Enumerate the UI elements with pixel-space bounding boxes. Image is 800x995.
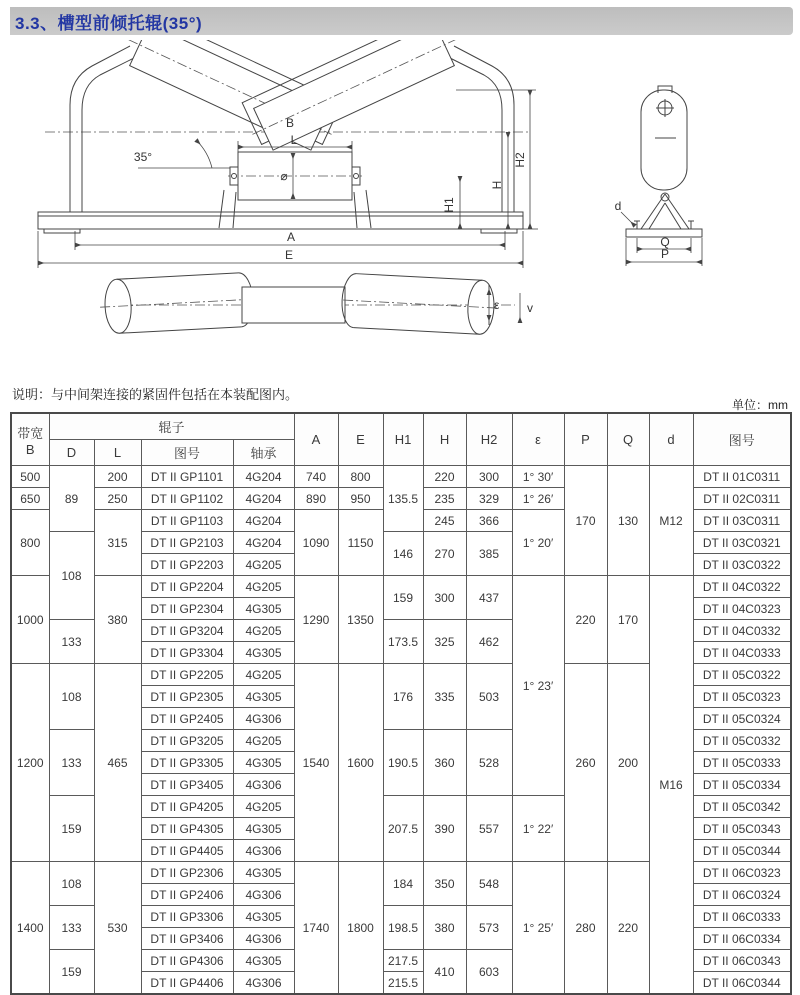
- table-cell: 950: [338, 488, 383, 510]
- table-cell: 410: [423, 950, 466, 995]
- table-cell: DT II GP1101: [141, 466, 233, 488]
- table-cell: 890: [294, 488, 338, 510]
- table-cell: DT II GP3304: [141, 642, 233, 664]
- table-cell: DT II 04C0333: [693, 642, 791, 664]
- table-row: [11, 576, 791, 598]
- table-cell: DT II 06C0344: [693, 972, 791, 995]
- table-cell: 350: [423, 862, 466, 906]
- spec-table: [10, 412, 792, 995]
- table-cell: 1540: [294, 664, 338, 862]
- dim-label-epsilon: ε: [494, 298, 500, 312]
- belt-speed-label: v: [527, 301, 533, 315]
- table-cell: DT II 05C0324: [693, 708, 791, 730]
- table-cell: 270: [423, 532, 466, 576]
- dim-label-E: E: [284, 248, 294, 262]
- col-header-E: E: [338, 413, 383, 466]
- table-cell: DT II 05C0342: [693, 796, 791, 818]
- table-cell: 4G204: [233, 510, 294, 532]
- table-cell: M12: [649, 466, 693, 576]
- table-cell: 4G205: [233, 664, 294, 686]
- table-cell: DT II 05C0333: [693, 752, 791, 774]
- table-cell: DT II 03C0322: [693, 554, 791, 576]
- table-cell: 329: [466, 488, 512, 510]
- table-cell: 4G204: [233, 532, 294, 554]
- table-cell: 133: [49, 730, 94, 796]
- table-cell: DT II GP4305: [141, 818, 233, 840]
- table-cell: 4G305: [233, 686, 294, 708]
- dim-label-d: d: [614, 199, 622, 213]
- table-cell: 503: [466, 664, 512, 730]
- table-cell: 4G205: [233, 554, 294, 576]
- table-cell: 1800: [338, 862, 383, 995]
- table-cell: 135.5: [383, 466, 423, 532]
- table-cell: DT II GP4205: [141, 796, 233, 818]
- dim-label-Q: Q: [660, 235, 670, 249]
- dim-label-P: P: [660, 247, 670, 261]
- table-cell: 548: [466, 862, 512, 906]
- front-view: [38, 40, 538, 268]
- table-cell: 650: [11, 488, 49, 510]
- col-header-P: P: [564, 413, 607, 466]
- dim-label-L: L: [290, 133, 298, 147]
- table-cell: DT II GP3406: [141, 928, 233, 950]
- table-cell: 170: [564, 466, 607, 576]
- assembly-note: 说明：与中间架连接的紧固件包括在本装配图内。: [12, 387, 299, 402]
- table-cell: 1000: [11, 576, 49, 664]
- table-cell: 1° 23′: [512, 576, 564, 796]
- table-cell: 385: [466, 532, 512, 576]
- table-cell: 280: [564, 862, 607, 995]
- table-cell: 176: [383, 664, 423, 730]
- table-cell: 108: [49, 862, 94, 906]
- table-cell: 573: [466, 906, 512, 950]
- table-cell: 4G305: [233, 906, 294, 928]
- col-header-H2: H2: [466, 413, 512, 466]
- table-cell: DT II 06C0324: [693, 884, 791, 906]
- table-cell: 159: [383, 576, 423, 620]
- table-cell: 235: [423, 488, 466, 510]
- table-cell: DT II GP1103: [141, 510, 233, 532]
- table-cell: DT II GP2305: [141, 686, 233, 708]
- table-cell: 740: [294, 466, 338, 488]
- table-cell: 4G305: [233, 642, 294, 664]
- table-cell: 300: [466, 466, 512, 488]
- table-cell: 217.5: [383, 950, 423, 972]
- table-cell: 4G305: [233, 818, 294, 840]
- dim-label-A: A: [286, 230, 296, 244]
- col-header-H: H: [423, 413, 466, 466]
- table-cell: DT II 06C0343: [693, 950, 791, 972]
- col-header-roller-group: 辊子: [49, 413, 294, 440]
- table-cell: DT II GP3405: [141, 774, 233, 796]
- table-cell: DT II 03C0321: [693, 532, 791, 554]
- table-cell: 300: [423, 576, 466, 620]
- header-row-1: [11, 413, 791, 440]
- table-cell: 500: [11, 466, 49, 488]
- table-cell: 4G305: [233, 862, 294, 884]
- table-cell: 1090: [294, 510, 338, 576]
- table-cell: 4G204: [233, 488, 294, 510]
- table-cell: 4G306: [233, 928, 294, 950]
- spec-table-body: [11, 466, 791, 995]
- table-cell: 200: [94, 466, 141, 488]
- table-cell: DT II 05C0334: [693, 774, 791, 796]
- table-cell: 4G305: [233, 598, 294, 620]
- table-cell: 603: [466, 950, 512, 995]
- table-cell: 335: [423, 664, 466, 730]
- table-cell: 159: [49, 796, 94, 862]
- table-cell: DT II GP2103: [141, 532, 233, 554]
- table-cell: 133: [49, 620, 94, 664]
- col-header-A: A: [294, 413, 338, 466]
- table-cell: 159: [49, 950, 94, 995]
- col-header-L: L: [94, 440, 141, 466]
- table-cell: 800: [11, 510, 49, 576]
- table-cell: 325: [423, 620, 466, 664]
- table-cell: 200: [607, 664, 649, 862]
- table-cell: 4G205: [233, 730, 294, 752]
- table-cell: DT II 02C0311: [693, 488, 791, 510]
- table-cell: DT II GP2205: [141, 664, 233, 686]
- table-cell: 173.5: [383, 620, 423, 664]
- table-cell: 1200: [11, 664, 49, 862]
- table-cell: 4G306: [233, 972, 294, 995]
- table-cell: 465: [94, 664, 141, 862]
- table-cell: 4G205: [233, 796, 294, 818]
- table-row: [11, 466, 791, 488]
- table-cell: 1° 20′: [512, 510, 564, 576]
- table-cell: DT II 04C0322: [693, 576, 791, 598]
- table-cell: 1290: [294, 576, 338, 664]
- table-cell: DT II GP4406: [141, 972, 233, 995]
- col-header-bandwidth-line1: 带宽: [17, 425, 44, 441]
- table-cell: 4G205: [233, 620, 294, 642]
- table-cell: 1740: [294, 862, 338, 995]
- table-cell: 1150: [338, 510, 383, 576]
- side-view: [615, 86, 702, 266]
- table-cell: 360: [423, 730, 466, 796]
- table-cell: 89: [49, 466, 94, 532]
- section-title: 3.3、槽型前倾托辊(35°): [15, 13, 203, 33]
- dim-label-H2: H2: [513, 152, 527, 168]
- table-cell: 220: [607, 862, 649, 995]
- table-cell: DT II 05C0323: [693, 686, 791, 708]
- col-header-drawing-no: 图号: [693, 413, 791, 466]
- table-cell: DT II GP4306: [141, 950, 233, 972]
- table-cell: 220: [564, 576, 607, 664]
- table-cell: DT II 03C0311: [693, 510, 791, 532]
- table-cell: 800: [338, 466, 383, 488]
- table-cell: 4G205: [233, 576, 294, 598]
- table-cell: 380: [94, 576, 141, 664]
- table-cell: 462: [466, 620, 512, 664]
- col-header-bandwidth: [11, 413, 49, 466]
- table-cell: 245: [423, 510, 466, 532]
- table-cell: 184: [383, 862, 423, 906]
- table-cell: 198.5: [383, 906, 423, 950]
- table-cell: DT II GP2203: [141, 554, 233, 576]
- table-cell: DT II GP2204: [141, 576, 233, 598]
- table-cell: 1400: [11, 862, 49, 995]
- table-cell: 315: [94, 510, 141, 576]
- table-cell: DT II GP4405: [141, 840, 233, 862]
- table-cell: DT II GP2405: [141, 708, 233, 730]
- table-cell: 437: [466, 576, 512, 620]
- table-cell: DT II GP2406: [141, 884, 233, 906]
- table-cell: DT II GP2304: [141, 598, 233, 620]
- table-cell: 4G306: [233, 884, 294, 906]
- table-cell: DT II 06C0323: [693, 862, 791, 884]
- table-cell: DT II 05C0344: [693, 840, 791, 862]
- table-cell: 250: [94, 488, 141, 510]
- table-cell: 215.5: [383, 972, 423, 995]
- table-cell: DT II 04C0323: [693, 598, 791, 620]
- col-header-bearing: 轴承: [233, 440, 294, 466]
- table-cell: 1600: [338, 664, 383, 862]
- table-cell: DT II 05C0322: [693, 664, 791, 686]
- table-cell: DT II 05C0332: [693, 730, 791, 752]
- dim-label-B: B: [285, 116, 295, 130]
- table-cell: 4G305: [233, 950, 294, 972]
- table-cell: DT II 06C0333: [693, 906, 791, 928]
- dim-label-angle: 35°: [133, 150, 153, 164]
- table-cell: 4G306: [233, 774, 294, 796]
- table-cell: DT II 04C0332: [693, 620, 791, 642]
- col-header-roller-drawing-no: 图号: [141, 440, 233, 466]
- table-cell: DT II 01C0311: [693, 466, 791, 488]
- table-cell: DT II GP2306: [141, 862, 233, 884]
- table-cell: 390: [423, 796, 466, 862]
- col-header-bandwidth-line2: B: [25, 441, 35, 457]
- col-header-D: D: [49, 440, 94, 466]
- table-cell: 108: [49, 532, 94, 620]
- table-cell: DT II 06C0334: [693, 928, 791, 950]
- table-cell: 108: [49, 664, 94, 730]
- spec-table-head: [11, 413, 791, 466]
- col-header-d: d: [649, 413, 693, 466]
- table-cell: 528: [466, 730, 512, 796]
- table-cell: DT II GP3204: [141, 620, 233, 642]
- section-title-bar: [10, 7, 793, 35]
- table-cell: 1° 22′: [512, 796, 564, 862]
- dim-label-D: ⌀: [280, 169, 288, 183]
- table-cell: 4G305: [233, 752, 294, 774]
- col-header-H1: H1: [383, 413, 423, 466]
- table-cell: DT II GP3305: [141, 752, 233, 774]
- table-cell: DT II GP3205: [141, 730, 233, 752]
- table-cell: 530: [94, 862, 141, 995]
- table-cell: 130: [607, 466, 649, 576]
- col-header-Q: Q: [607, 413, 649, 466]
- table-cell: 1° 25′: [512, 862, 564, 995]
- unit-label: 单位：mm: [732, 398, 788, 412]
- col-header-epsilon: ε: [512, 413, 564, 466]
- table-cell: M16: [649, 576, 693, 995]
- dim-label-H1: H1: [442, 197, 456, 213]
- table-cell: 1° 26′: [512, 488, 564, 510]
- table-cell: DT II GP3306: [141, 906, 233, 928]
- table-cell: 366: [466, 510, 512, 532]
- table-cell: 133: [49, 906, 94, 950]
- table-cell: 380: [423, 906, 466, 950]
- table-cell: 170: [607, 576, 649, 664]
- dim-label-H: H: [490, 180, 504, 190]
- table-cell: 260: [564, 664, 607, 862]
- table-cell: 1° 30′: [512, 466, 564, 488]
- technical-drawing: [0, 40, 800, 385]
- top-view: [99, 272, 533, 335]
- table-cell: 146: [383, 532, 423, 576]
- table-cell: 1350: [338, 576, 383, 664]
- table-cell: 4G204: [233, 466, 294, 488]
- table-cell: 207.5: [383, 796, 423, 862]
- table-cell: 4G306: [233, 840, 294, 862]
- table-cell: DT II 05C0343: [693, 818, 791, 840]
- table-cell: 190.5: [383, 730, 423, 796]
- table-cell: DT II GP1102: [141, 488, 233, 510]
- table-cell: 220: [423, 466, 466, 488]
- table-cell: 557: [466, 796, 512, 862]
- table-cell: 4G306: [233, 708, 294, 730]
